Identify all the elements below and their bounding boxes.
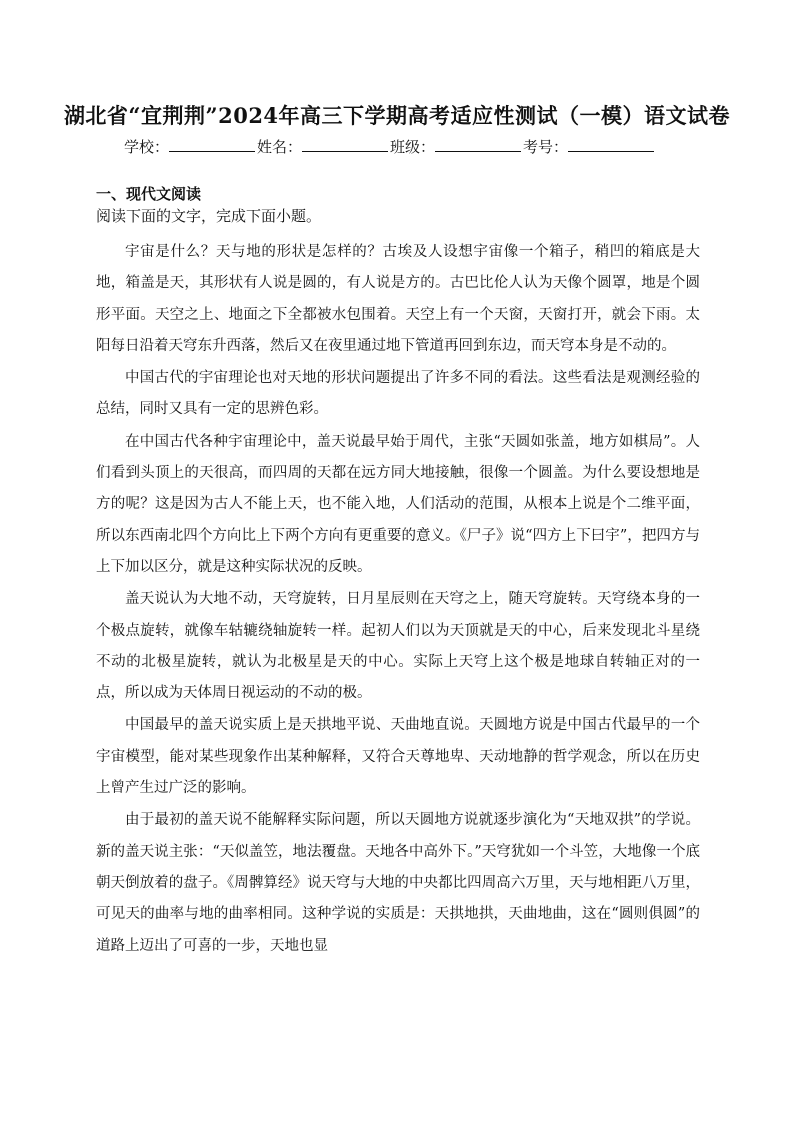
passage-paragraph: 在中国古代各种宇宙理论中，盖天说最早始于周代，主张“天圆如张盖，地方如棋局”。人们看到头顶上的天很高，而四周的天都在远方同大地接触，很像一个圆盖。为什么要设想地是方的呢？这是因为古人不能上天，也不能入地，人们活动的范围，从根本上说是个二维平面，所以东西南北四个方向比上下两个方向有更重要的意义。《尸子》说“四方上下曰宇”，把四方与上下加以区分，就是这种实际状况的反映。	[96, 433, 700, 575]
class-blank[interactable]	[435, 137, 521, 152]
passage-paragraph: 中国最早的盖天说实质上是天拱地平说、天曲地直说。天圆地方说是中国古代最早的一个宇宙模型，能对某些现象作出某种解释，又符合天尊地卑、天动地静的哲学观念，所以在历史上曾产生过广泛的影响。	[96, 717, 700, 797]
reading-instruction: 阅读下面的文字，完成下面小题。	[96, 207, 322, 225]
reading-passage	[96, 237, 700, 963]
name-label: 姓名：	[257, 139, 303, 156]
passage-paragraph: 由于最初的盖天说不能解释实际问题，所以天圆地方说就逐步演化为“天地双拱”的学说。新的盖天说主张：“天似盖笠，地法覆盘。天地各中高外下。”天穹犹如一个斗笠，大地像一个底朝天倒放着的盘子。《周髀算经》说天穹与大地的中央都比四周高六万里，天与地相距八万里，可见天的曲率与地的曲率相同。这种学说的实质是：天拱地拱，天曲地曲，这在“圆则俱圆”的道路上迈出了可喜的一步，天地也显	[96, 812, 700, 954]
section-heading: 一、现代文阅读	[96, 185, 202, 203]
document-title: 湖北省“宜荆荆”2024年高三下学期高考适应性测试（一模）语文试卷	[63, 103, 731, 128]
passage-paragraph: 宇宙是什么？天与地的形状是怎样的？古埃及人设想宇宙像一个箱子，稍凹的箱底是大地，箱盖是天，其形状有人说是圆的，有人说是方的。古巴比伦人认为天像个圆罩，地是个圆形平面。天空之上、地面之下全都被水包围着。天空上有一个天窗，天窗打开，就会下雨。太阳每日沿着天穹东升西落，然后又在夜里通过地下管道再回到东边，而天穹本身是不动的。	[96, 244, 700, 354]
school-label: 学校：	[124, 139, 170, 156]
exam-no-blank[interactable]	[568, 137, 654, 152]
student-info-line	[124, 136, 684, 157]
class-label: 班级：	[390, 139, 436, 156]
passage-paragraph: 中国古代的宇宙理论也对天地的形状问题提出了许多不同的看法。这些看法是观测经验的总结，同时又具有一定的思辨色彩。	[96, 370, 700, 418]
exam-no-label: 考号：	[523, 139, 569, 156]
school-blank[interactable]	[169, 137, 255, 152]
passage-paragraph: 盖天说认为大地不动，天穹旋转，日月星辰则在天穹之上，随天穹旋转。天穹绕本身的一个极点旋转，就像车轱辘绕轴旋转一样。起初人们以为天顶就是天的中心，后来发现北斗星绕不动的北极星旋转，就认为北极星是天的中心。实际上天穹上这个极是地球自转轴正对的一点，所以成为天体周日视运动的不动的极。	[96, 591, 700, 702]
name-blank[interactable]	[302, 137, 388, 152]
